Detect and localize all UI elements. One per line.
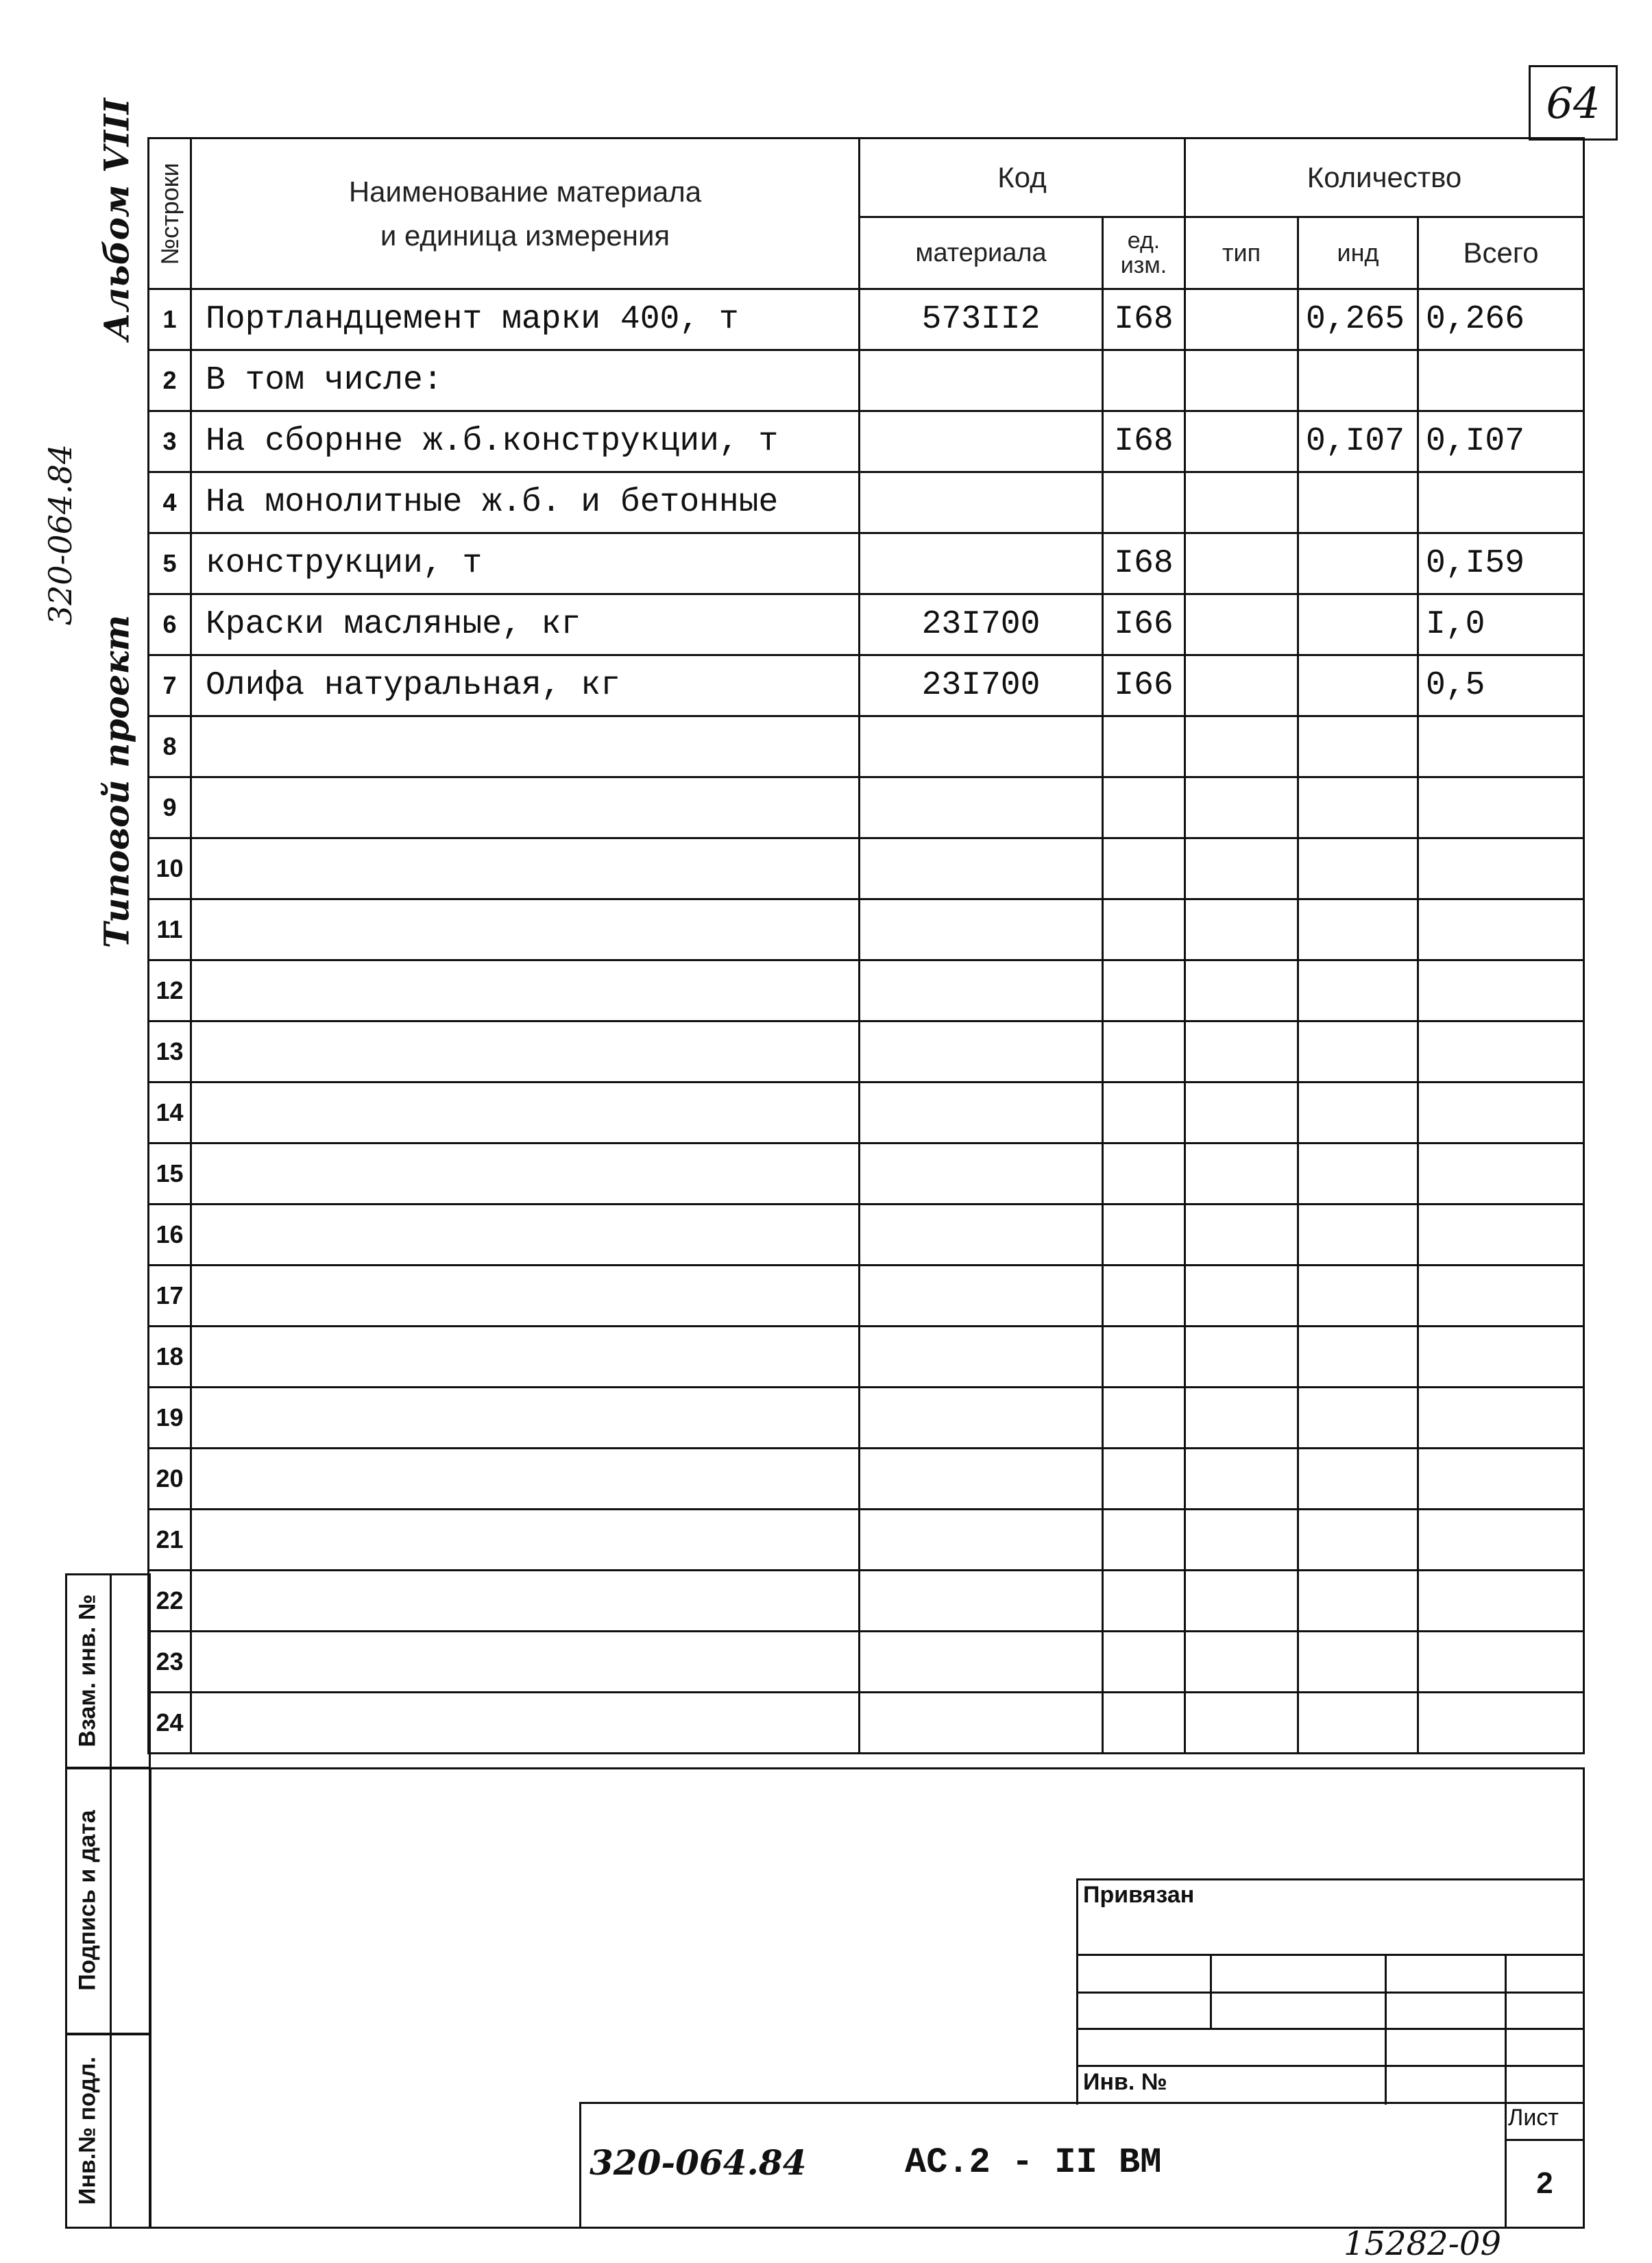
material-name-cell: В том числе:	[191, 350, 860, 411]
total-cell	[1418, 1266, 1584, 1327]
ind-cell	[1298, 1388, 1418, 1449]
total-cell	[1418, 1510, 1584, 1571]
total-cell	[1418, 960, 1584, 1021]
unit-code-cell	[1103, 1388, 1185, 1449]
ind-cell	[1298, 777, 1418, 838]
unit-code-cell: I66	[1103, 655, 1185, 716]
material-name-cell	[191, 1693, 860, 1754]
ind-cell	[1298, 1449, 1418, 1510]
total-cell	[1418, 1143, 1584, 1205]
material-code-cell	[860, 1510, 1103, 1571]
total-cell	[1418, 716, 1584, 777]
material-code-cell	[860, 1021, 1103, 1082]
material-code-cell: 573II2	[860, 289, 1103, 350]
ind-header: инд	[1298, 217, 1418, 289]
total-cell	[1418, 838, 1584, 899]
ind-cell	[1298, 1082, 1418, 1143]
material-name-cell	[191, 1021, 860, 1082]
material-code-cell	[860, 1082, 1103, 1143]
unit-code-cell: I68	[1103, 289, 1185, 350]
total-cell	[1418, 350, 1584, 411]
doc-code: АС.2 - II ВМ	[905, 2142, 1162, 2183]
row-number-cell: 15	[149, 1143, 191, 1205]
materials-table	[147, 137, 1585, 1754]
material-name-cell	[191, 1082, 860, 1143]
table-row	[149, 716, 1584, 777]
table-row	[149, 960, 1584, 1021]
sheet-label: Лист	[1508, 2105, 1559, 2131]
typ-cell	[1185, 1082, 1298, 1143]
stamp-project-code: 320-064.84	[590, 2142, 807, 2183]
table-row	[149, 411, 1584, 472]
unit-code-cell	[1103, 472, 1185, 533]
unit-code-cell	[1103, 1021, 1185, 1082]
row-number-cell: 21	[149, 1510, 191, 1571]
typ-cell	[1185, 777, 1298, 838]
ind-cell	[1298, 350, 1418, 411]
table-row	[149, 1388, 1584, 1449]
unit-code-cell	[1103, 1693, 1185, 1754]
material-name-cell	[191, 1143, 860, 1205]
unit-code-cell	[1103, 960, 1185, 1021]
material-code-cell	[860, 1327, 1103, 1388]
material-name-cell	[191, 1632, 860, 1693]
ind-cell	[1298, 960, 1418, 1021]
typ-cell	[1185, 1021, 1298, 1082]
ind-cell	[1298, 1327, 1418, 1388]
stamp-podpis-label: Подпись и дата	[74, 1810, 101, 1991]
material-name-cell: конструкции, т	[191, 533, 860, 594]
typ-cell	[1185, 1205, 1298, 1266]
typ-cell	[1185, 1571, 1298, 1632]
total-cell: I,0	[1418, 594, 1584, 655]
material-name-cell	[191, 838, 860, 899]
table-row	[149, 350, 1584, 411]
table-row	[149, 1632, 1584, 1693]
total-cell	[1418, 1327, 1584, 1388]
material-code-cell	[860, 716, 1103, 777]
table-row	[149, 655, 1584, 716]
typ-cell	[1185, 1143, 1298, 1205]
table-row	[149, 777, 1584, 838]
total-header: Всего	[1418, 217, 1584, 289]
unit-code-cell	[1103, 777, 1185, 838]
row-number-cell: 11	[149, 899, 191, 960]
total-cell	[1418, 1693, 1584, 1754]
ind-cell	[1298, 1632, 1418, 1693]
table-row	[149, 899, 1584, 960]
row-number-cell: 1	[149, 289, 191, 350]
material-code-cell	[860, 1571, 1103, 1632]
table-row	[149, 533, 1584, 594]
material-name-cell: Портландцемент марки 400, т	[191, 289, 860, 350]
material-code-cell	[860, 1449, 1103, 1510]
sheet-number: 2	[1536, 2166, 1553, 2200]
material-code-cell	[860, 472, 1103, 533]
table-row	[149, 1021, 1584, 1082]
unit-code-cell	[1103, 1449, 1185, 1510]
material-name-cell: Олифа натуральная, кг	[191, 655, 860, 716]
material-code-cell	[860, 777, 1103, 838]
ind-cell	[1298, 1143, 1418, 1205]
unit-code-cell	[1103, 1143, 1185, 1205]
privyazan-label: Привязан	[1083, 1882, 1195, 1908]
ind-cell	[1298, 899, 1418, 960]
material-name-cell	[191, 1266, 860, 1327]
row-number-cell: 23	[149, 1632, 191, 1693]
typ-cell	[1185, 716, 1298, 777]
typ-cell	[1185, 594, 1298, 655]
material-name-cell	[191, 1388, 860, 1449]
row-number-cell: 17	[149, 1266, 191, 1327]
total-cell: 0,266	[1418, 289, 1584, 350]
typ-cell	[1185, 1266, 1298, 1327]
row-number-cell: 8	[149, 716, 191, 777]
typ-cell	[1185, 960, 1298, 1021]
unit-code-cell	[1103, 1266, 1185, 1327]
ind-cell	[1298, 1571, 1418, 1632]
material-code-cell	[860, 1205, 1103, 1266]
inv-no-label: Инв. №	[1083, 2069, 1167, 2095]
material-name-cell: На сборнне ж.б.конструкции, т	[191, 411, 860, 472]
unit-code-cell	[1103, 838, 1185, 899]
material-code-cell	[860, 350, 1103, 411]
code-header: Код	[860, 138, 1185, 217]
material-code-cell	[860, 1693, 1103, 1754]
typ-cell	[1185, 1693, 1298, 1754]
total-cell	[1418, 1449, 1584, 1510]
typ-header: тип	[1185, 217, 1298, 289]
row-number-cell: 18	[149, 1327, 191, 1388]
row-number-cell: 9	[149, 777, 191, 838]
ind-cell	[1298, 1510, 1418, 1571]
typ-cell	[1185, 1388, 1298, 1449]
material-name-cell	[191, 1571, 860, 1632]
material-code-cell	[860, 1266, 1103, 1327]
page-number: 64	[1546, 77, 1601, 128]
table-row	[149, 1082, 1584, 1143]
total-cell	[1418, 777, 1584, 838]
total-cell	[1418, 899, 1584, 960]
ind-cell	[1298, 1266, 1418, 1327]
material-code-cell	[860, 960, 1103, 1021]
material-code-cell	[860, 1632, 1103, 1693]
ind-cell	[1298, 1205, 1418, 1266]
row-number-cell: 12	[149, 960, 191, 1021]
stamp-vzam-label: Взам. инв. №	[74, 1594, 101, 1747]
unit-code-cell	[1103, 1632, 1185, 1693]
material-name-cell: Краски масляные, кг	[191, 594, 860, 655]
stamp-inv-label: Инв.№ подл.	[74, 2056, 101, 2205]
typ-cell	[1185, 899, 1298, 960]
material-name-cell	[191, 899, 860, 960]
album-label: Альбом VIII	[96, 98, 137, 341]
material-name-cell	[191, 1205, 860, 1266]
material-code-cell	[860, 533, 1103, 594]
typical-project-label: Типовой проект	[96, 614, 137, 949]
typ-cell	[1185, 533, 1298, 594]
table-row	[149, 1510, 1584, 1571]
row-number-cell: 7	[149, 655, 191, 716]
row-number-cell: 24	[149, 1693, 191, 1754]
material-code-cell: 23I700	[860, 594, 1103, 655]
material-name-cell: На монолитные ж.б. и бетонные	[191, 472, 860, 533]
material-code-header: материала	[860, 217, 1103, 289]
table-row	[149, 1266, 1584, 1327]
material-name-cell	[191, 1327, 860, 1388]
total-cell	[1418, 1571, 1584, 1632]
row-number-cell: 3	[149, 411, 191, 472]
ind-cell	[1298, 716, 1418, 777]
total-cell: 0,5	[1418, 655, 1584, 716]
total-cell	[1418, 1388, 1584, 1449]
table-row	[149, 594, 1584, 655]
ind-cell	[1298, 838, 1418, 899]
typ-cell	[1185, 655, 1298, 716]
material-name-cell	[191, 716, 860, 777]
typ-cell	[1185, 472, 1298, 533]
footer-number: 15282-09	[1344, 2225, 1501, 2263]
unit-code-cell	[1103, 1205, 1185, 1266]
row-number-cell: 14	[149, 1082, 191, 1143]
table-row	[149, 1693, 1584, 1754]
material-code-cell	[860, 411, 1103, 472]
ind-cell	[1298, 594, 1418, 655]
material-name-cell	[191, 777, 860, 838]
unit-code-cell	[1103, 899, 1185, 960]
table-row	[149, 472, 1584, 533]
unit-code-cell	[1103, 350, 1185, 411]
material-code-cell	[860, 838, 1103, 899]
row-number-cell: 4	[149, 472, 191, 533]
material-code-cell	[860, 1388, 1103, 1449]
unit-header: ед. изм.	[1103, 217, 1185, 289]
ind-cell	[1298, 655, 1418, 716]
typ-cell	[1185, 838, 1298, 899]
table-row	[149, 1143, 1584, 1205]
row-number-cell: 13	[149, 1021, 191, 1082]
material-code-cell	[860, 899, 1103, 960]
material-name-cell	[191, 1449, 860, 1510]
unit-code-cell: I68	[1103, 411, 1185, 472]
row-number-header: №строки	[149, 138, 191, 289]
table-row	[149, 289, 1584, 350]
ind-cell	[1298, 472, 1418, 533]
unit-code-cell: I66	[1103, 594, 1185, 655]
material-name-header: Наименование материала и единица измерения	[191, 138, 860, 289]
typ-cell	[1185, 1449, 1298, 1510]
row-number-cell: 19	[149, 1388, 191, 1449]
unit-code-cell	[1103, 1571, 1185, 1632]
total-cell	[1418, 1021, 1584, 1082]
typ-cell	[1185, 1327, 1298, 1388]
ind-cell: 0,I07	[1298, 411, 1418, 472]
quantity-header: Количество	[1185, 138, 1584, 217]
typ-cell	[1185, 1510, 1298, 1571]
material-name-cell	[191, 960, 860, 1021]
ind-cell	[1298, 1693, 1418, 1754]
typ-cell	[1185, 1632, 1298, 1693]
unit-code-cell	[1103, 716, 1185, 777]
typ-cell	[1185, 411, 1298, 472]
table-row	[149, 838, 1584, 899]
material-code-cell	[860, 1143, 1103, 1205]
ind-cell	[1298, 1021, 1418, 1082]
row-number-cell: 5	[149, 533, 191, 594]
table-row	[149, 1449, 1584, 1510]
table-row	[149, 1571, 1584, 1632]
material-code-cell: 23I700	[860, 655, 1103, 716]
row-number-cell: 10	[149, 838, 191, 899]
total-cell: 0,I07	[1418, 411, 1584, 472]
typ-cell	[1185, 350, 1298, 411]
unit-code-cell	[1103, 1510, 1185, 1571]
total-cell: 0,I59	[1418, 533, 1584, 594]
total-cell	[1418, 472, 1584, 533]
typ-cell	[1185, 289, 1298, 350]
table-row	[149, 1327, 1584, 1388]
row-number-cell: 22	[149, 1571, 191, 1632]
unit-code-cell: I68	[1103, 533, 1185, 594]
material-name-cell	[191, 1510, 860, 1571]
row-number-cell: 2	[149, 350, 191, 411]
ind-cell: 0,265	[1298, 289, 1418, 350]
row-number-cell: 20	[149, 1449, 191, 1510]
side-project-code: 320-064.84	[42, 444, 79, 626]
unit-code-cell	[1103, 1327, 1185, 1388]
total-cell	[1418, 1632, 1584, 1693]
ind-cell	[1298, 533, 1418, 594]
row-number-cell: 6	[149, 594, 191, 655]
total-cell	[1418, 1082, 1584, 1143]
row-number-cell: 16	[149, 1205, 191, 1266]
table-row	[149, 1205, 1584, 1266]
unit-code-cell	[1103, 1082, 1185, 1143]
total-cell	[1418, 1205, 1584, 1266]
